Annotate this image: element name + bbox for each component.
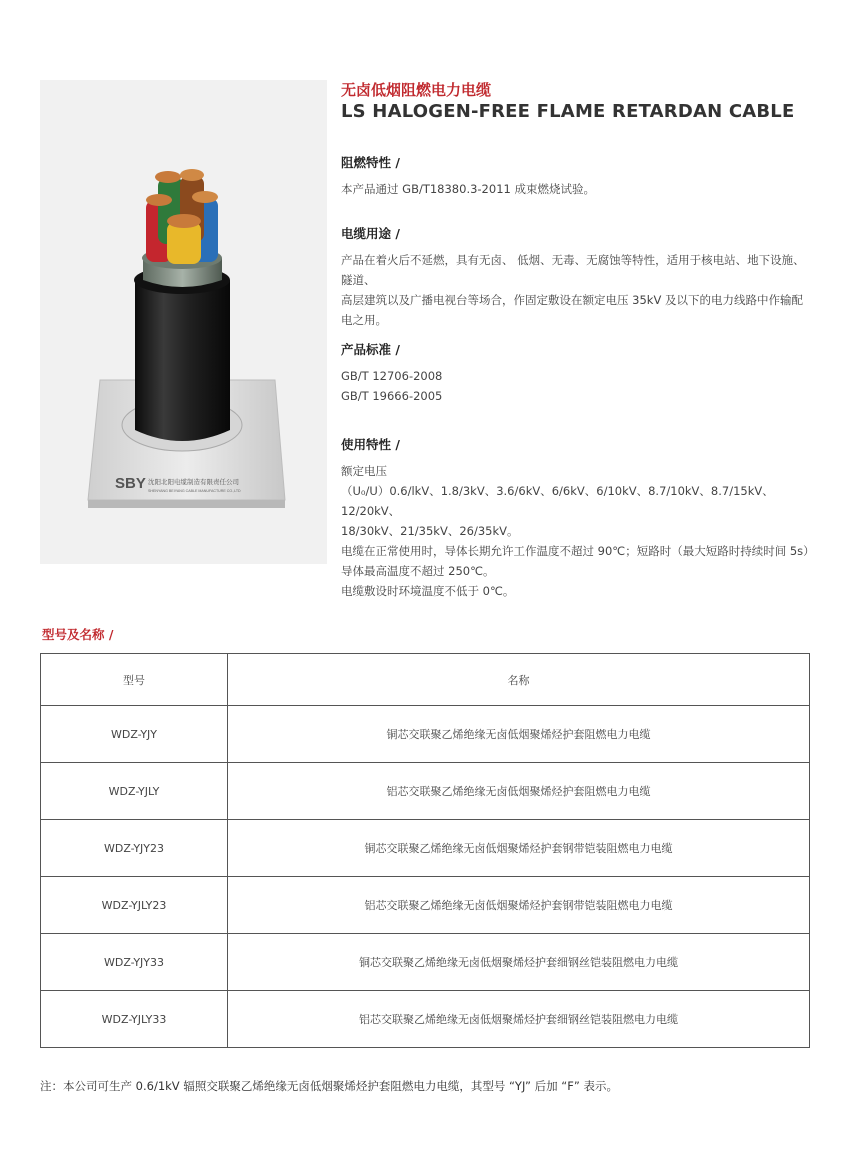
company-name-cn: 沈阳北阳电缆制造有限责任公司 [148, 478, 239, 486]
company-name-en: SHENYANG BEIYANG CABLE MANUFACTURE CO.,LTD [148, 489, 241, 493]
section-flame-retardant [341, 153, 816, 199]
table-header-row [41, 654, 810, 706]
column-header-model: 型号 [41, 654, 228, 706]
models-title: 型号及名称 / [42, 627, 114, 642]
section-text: GB/T 12706-2008 [341, 369, 443, 383]
name-cell: 铝芯交联聚乙烯绝缘无卤低烟聚烯烃护套钢带铠装阻燃电力电缆 [228, 877, 810, 934]
section-text: 电之用。 [341, 313, 387, 327]
footnote: 注：本公司可生产 0.6/1kV 辐照交联聚乙烯绝缘无卤低烟聚烯烃护套阻燃电力电缆，其型号 “YJ” 后加 “F” 表示。 [40, 1079, 618, 1093]
column-header-name: 名称 [228, 654, 810, 706]
product-title-en: LS HALOGEN-FREE FLAME RETARDAN CABLE [341, 101, 795, 122]
table-row [41, 706, 810, 763]
model-cell: WDZ-YJY33 [41, 934, 228, 991]
table-row [41, 763, 810, 820]
section-text: 电缆在正常使用时，导体长期允许工作温度不超过 90℃；短路时（最大短路时持续时间 5s） [341, 544, 815, 558]
table-row [41, 877, 810, 934]
section-standards [341, 340, 816, 406]
model-cell: WDZ-YJY [41, 706, 228, 763]
table-row [41, 934, 810, 991]
section-text: 本产品通过 GB/T18380.3-2011 成束燃烧试验。 [341, 182, 595, 196]
section-text: （U₀/U）0.6/lkV、1.8/3kV、3.6/6kV、6/6kV、6/10kV、8.7/10kV、8.7/15kV、12/20kV、 [341, 484, 774, 518]
section-text: 导体最高温度不超过 250℃。 [341, 564, 495, 578]
section-usage [341, 224, 816, 330]
section-text: 额定电压 [341, 464, 387, 478]
section-text: 高层建筑以及广播电视台等场合，作固定敷设在额定电压 35kV 及以下的电力线路中作输配 [341, 293, 803, 307]
model-cell: WDZ-YJLY23 [41, 877, 228, 934]
name-cell: 铜芯交联聚乙烯绝缘无卤低烟聚烯烃护套细钢丝铠装阻燃电力电缆 [228, 934, 810, 991]
model-cell: WDZ-YJY23 [41, 820, 228, 877]
section-heading: 产品标准 / [341, 342, 400, 357]
name-cell: 铜芯交联聚乙烯绝缘无卤低烟聚烯烃护套钢带铠装阻燃电力电缆 [228, 820, 810, 877]
section-text: GB/T 19666-2005 [341, 389, 443, 403]
section-usage-characteristics [341, 435, 816, 601]
section-text: 18/30kV、21/35kV、26/35kV。 [341, 524, 519, 538]
model-cell: WDZ-YJLY33 [41, 991, 228, 1048]
section-text: 产品在着火后不延燃，具有无卤、 低烟、无毒、无腐蚀等特性，适用于核电站、地下设施、隧道、 [341, 253, 805, 287]
name-cell: 铜芯交联聚乙烯绝缘无卤低烟聚烯烃护套阻燃电力电缆 [228, 706, 810, 763]
name-cell: 铝芯交联聚乙烯绝缘无卤低烟聚烯烃护套阻燃电力电缆 [228, 763, 810, 820]
section-heading: 电缆用途 / [341, 226, 400, 241]
section-heading: 使用特性 / [341, 437, 400, 452]
table-row [41, 991, 810, 1048]
section-heading: 阻燃特性 / [341, 155, 400, 170]
table-row [41, 820, 810, 877]
product-photo [40, 80, 327, 564]
product-title-cn: 无卤低烟阻燃电力电缆 [341, 81, 492, 99]
models-table [40, 653, 810, 1048]
section-text: 电缆敷设时环境温度不低于 0℃。 [341, 584, 515, 598]
company-logo: SBY [115, 475, 146, 492]
cable-illustration [40, 80, 327, 564]
model-cell: WDZ-YJLY [41, 763, 228, 820]
name-cell: 铝芯交联聚乙烯绝缘无卤低烟聚烯烃护套细钢丝铠装阻燃电力电缆 [228, 991, 810, 1048]
